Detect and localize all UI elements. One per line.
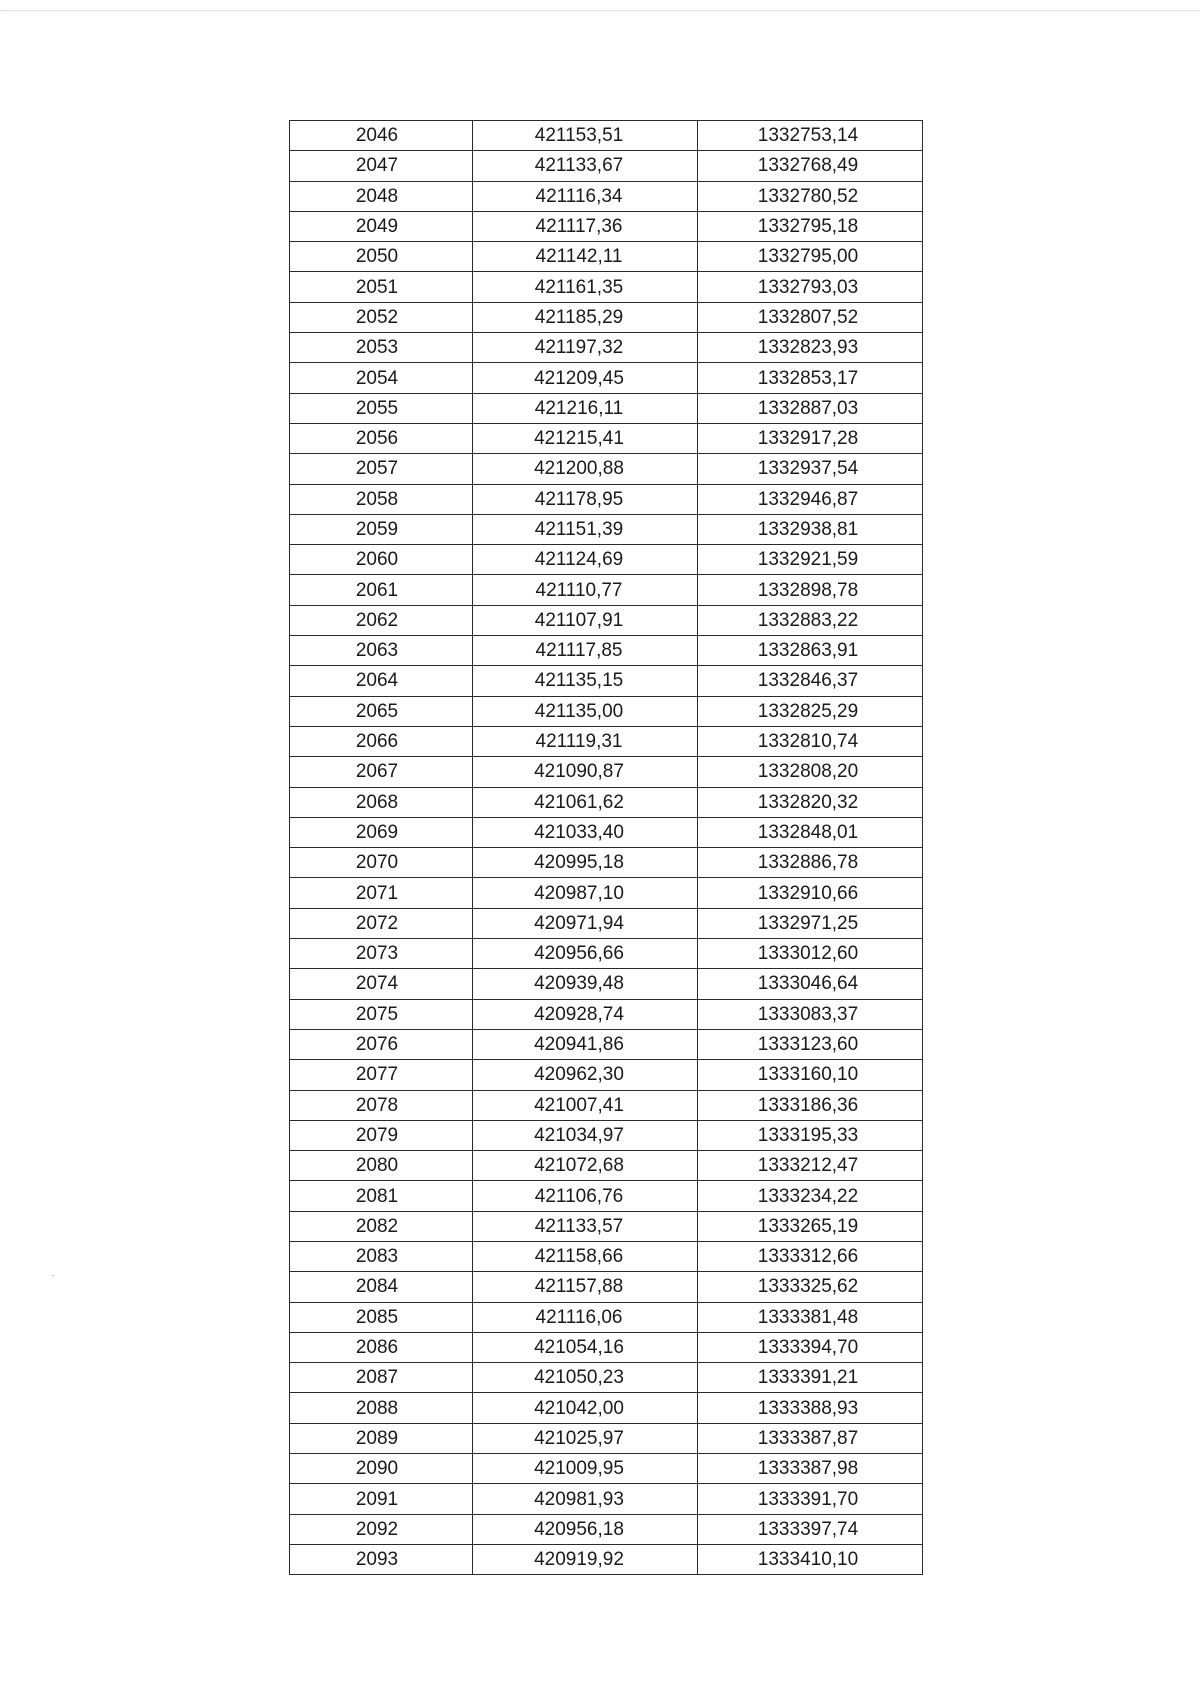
table-row [290,1090,923,1120]
table-row [290,1211,923,1241]
table-row [290,242,923,272]
table-row [290,817,923,847]
x-coordinate-cell: 421025,97 [473,1423,698,1453]
table-row [290,423,923,453]
x-coordinate-cell: 420939,48 [473,969,698,999]
y-coordinate-cell: 1333195,33 [698,1120,923,1150]
point-number-cell: 2056 [290,423,473,453]
x-coordinate-cell: 420971,94 [473,908,698,938]
table-row [290,575,923,605]
y-coordinate-cell: 1333410,10 [698,1544,923,1574]
point-number-cell: 2074 [290,969,473,999]
table-row [290,1241,923,1271]
table-row [290,1363,923,1393]
table-row [290,211,923,241]
y-coordinate-cell: 1332971,25 [698,908,923,938]
y-coordinate-cell: 1333234,22 [698,1181,923,1211]
table-row [290,393,923,423]
point-number-cell: 2073 [290,939,473,969]
x-coordinate-cell: 421161,35 [473,272,698,302]
x-coordinate-cell: 421116,34 [473,181,698,211]
point-number-cell: 2091 [290,1484,473,1514]
table-row [290,1302,923,1332]
y-coordinate-cell: 1333381,48 [698,1302,923,1332]
table-row [290,1484,923,1514]
scan-speck [52,1275,54,1276]
y-coordinate-cell: 1332795,18 [698,211,923,241]
table-row [290,484,923,514]
y-coordinate-cell: 1333012,60 [698,939,923,969]
x-coordinate-cell: 421209,45 [473,363,698,393]
x-coordinate-cell: 421178,95 [473,484,698,514]
x-coordinate-cell: 421124,69 [473,545,698,575]
point-number-cell: 2047 [290,151,473,181]
x-coordinate-cell: 421216,11 [473,393,698,423]
point-number-cell: 2089 [290,1423,473,1453]
y-coordinate-cell: 1333397,74 [698,1514,923,1544]
x-coordinate-cell: 420987,10 [473,878,698,908]
point-number-cell: 2071 [290,878,473,908]
x-coordinate-cell: 421042,00 [473,1393,698,1423]
point-number-cell: 2093 [290,1544,473,1574]
x-coordinate-cell: 421185,29 [473,302,698,332]
point-number-cell: 2063 [290,636,473,666]
x-coordinate-cell: 420928,74 [473,999,698,1029]
y-coordinate-cell: 1332938,81 [698,514,923,544]
table-row [290,878,923,908]
y-coordinate-cell: 1332853,17 [698,363,923,393]
point-number-cell: 2070 [290,848,473,878]
table-row [290,696,923,726]
y-coordinate-cell: 1333186,36 [698,1090,923,1120]
x-coordinate-cell: 421033,40 [473,817,698,847]
y-coordinate-cell: 1332846,37 [698,666,923,696]
x-coordinate-cell: 420956,18 [473,1514,698,1544]
table-row [290,636,923,666]
scan-edge-line [0,10,1200,11]
point-number-cell: 2050 [290,242,473,272]
y-coordinate-cell: 1333265,19 [698,1211,923,1241]
point-number-cell: 2083 [290,1241,473,1271]
table-row [290,514,923,544]
x-coordinate-cell: 421107,91 [473,605,698,635]
point-number-cell: 2080 [290,1151,473,1181]
y-coordinate-cell: 1332887,03 [698,393,923,423]
point-number-cell: 2092 [290,1514,473,1544]
point-number-cell: 2068 [290,787,473,817]
x-coordinate-cell: 421151,39 [473,514,698,544]
point-number-cell: 2052 [290,302,473,332]
table-row [290,848,923,878]
table-row [290,1151,923,1181]
x-coordinate-cell: 421061,62 [473,787,698,817]
table-row [290,1181,923,1211]
point-number-cell: 2078 [290,1090,473,1120]
y-coordinate-cell: 1333388,93 [698,1393,923,1423]
table-row [290,666,923,696]
y-coordinate-cell: 1333160,10 [698,1060,923,1090]
table-row [290,1544,923,1574]
point-number-cell: 2090 [290,1454,473,1484]
point-number-cell: 2060 [290,545,473,575]
table-row [290,908,923,938]
point-number-cell: 2053 [290,333,473,363]
table-row [290,999,923,1029]
table-row [290,787,923,817]
point-number-cell: 2085 [290,1302,473,1332]
y-coordinate-cell: 1332886,78 [698,848,923,878]
coordinates-table-body [290,121,923,1575]
y-coordinate-cell: 1333391,21 [698,1363,923,1393]
point-number-cell: 2065 [290,696,473,726]
table-row [290,757,923,787]
point-number-cell: 2059 [290,514,473,544]
y-coordinate-cell: 1332910,66 [698,878,923,908]
table-row [290,605,923,635]
x-coordinate-cell: 421153,51 [473,121,698,151]
point-number-cell: 2088 [290,1393,473,1423]
y-coordinate-cell: 1333391,70 [698,1484,923,1514]
point-number-cell: 2051 [290,272,473,302]
point-number-cell: 2086 [290,1332,473,1362]
y-coordinate-cell: 1332937,54 [698,454,923,484]
y-coordinate-cell: 1332795,00 [698,242,923,272]
table-row [290,969,923,999]
x-coordinate-cell: 421117,36 [473,211,698,241]
point-number-cell: 2064 [290,666,473,696]
x-coordinate-cell: 420941,86 [473,1029,698,1059]
x-coordinate-cell: 421009,95 [473,1454,698,1484]
x-coordinate-cell: 421197,32 [473,333,698,363]
y-coordinate-cell: 1333312,66 [698,1241,923,1271]
y-coordinate-cell: 1333387,87 [698,1423,923,1453]
y-coordinate-cell: 1332848,01 [698,817,923,847]
x-coordinate-cell: 421158,66 [473,1241,698,1271]
y-coordinate-cell: 1332823,93 [698,333,923,363]
table-row [290,121,923,151]
table-row [290,1332,923,1362]
y-coordinate-cell: 1332946,87 [698,484,923,514]
y-coordinate-cell: 1332768,49 [698,151,923,181]
x-coordinate-cell: 421072,68 [473,1151,698,1181]
y-coordinate-cell: 1332917,28 [698,423,923,453]
x-coordinate-cell: 421106,76 [473,1181,698,1211]
y-coordinate-cell: 1333394,70 [698,1332,923,1362]
point-number-cell: 2079 [290,1120,473,1150]
table-row [290,1423,923,1453]
x-coordinate-cell: 421200,88 [473,454,698,484]
point-number-cell: 2077 [290,1060,473,1090]
x-coordinate-cell: 420995,18 [473,848,698,878]
x-coordinate-cell: 421090,87 [473,757,698,787]
point-number-cell: 2066 [290,726,473,756]
table-row [290,333,923,363]
x-coordinate-cell: 421157,88 [473,1272,698,1302]
table-row [290,302,923,332]
x-coordinate-cell: 421135,00 [473,696,698,726]
table-row [290,939,923,969]
y-coordinate-cell: 1332810,74 [698,726,923,756]
point-number-cell: 2049 [290,211,473,241]
x-coordinate-cell: 421007,41 [473,1090,698,1120]
table-row [290,181,923,211]
table-row [290,1029,923,1059]
x-coordinate-cell: 420919,92 [473,1544,698,1574]
table-row [290,545,923,575]
y-coordinate-cell: 1332753,14 [698,121,923,151]
table-row [290,151,923,181]
coordinates-table [289,120,923,1575]
point-number-cell: 2082 [290,1211,473,1241]
table-row [290,363,923,393]
y-coordinate-cell: 1332807,52 [698,302,923,332]
table-row [290,1393,923,1423]
y-coordinate-cell: 1333046,64 [698,969,923,999]
point-number-cell: 2069 [290,817,473,847]
table-row [290,1514,923,1544]
y-coordinate-cell: 1332883,22 [698,605,923,635]
y-coordinate-cell: 1332898,78 [698,575,923,605]
point-number-cell: 2061 [290,575,473,605]
x-coordinate-cell: 421119,31 [473,726,698,756]
x-coordinate-cell: 420981,93 [473,1484,698,1514]
table-row [290,454,923,484]
x-coordinate-cell: 421142,11 [473,242,698,272]
x-coordinate-cell: 421054,16 [473,1332,698,1362]
point-number-cell: 2076 [290,1029,473,1059]
y-coordinate-cell: 1333212,47 [698,1151,923,1181]
x-coordinate-cell: 421110,77 [473,575,698,605]
table-row [290,1120,923,1150]
y-coordinate-cell: 1332863,91 [698,636,923,666]
point-number-cell: 2048 [290,181,473,211]
x-coordinate-cell: 421133,67 [473,151,698,181]
x-coordinate-cell: 421117,85 [473,636,698,666]
table-row [290,1272,923,1302]
table-row [290,1454,923,1484]
x-coordinate-cell: 421050,23 [473,1363,698,1393]
table-row [290,272,923,302]
point-number-cell: 2072 [290,908,473,938]
y-coordinate-cell: 1333083,37 [698,999,923,1029]
x-coordinate-cell: 421135,15 [473,666,698,696]
point-number-cell: 2057 [290,454,473,484]
y-coordinate-cell: 1332793,03 [698,272,923,302]
point-number-cell: 2067 [290,757,473,787]
point-number-cell: 2055 [290,393,473,423]
x-coordinate-cell: 420962,30 [473,1060,698,1090]
point-number-cell: 2087 [290,1363,473,1393]
point-number-cell: 2084 [290,1272,473,1302]
x-coordinate-cell: 420956,66 [473,939,698,969]
y-coordinate-cell: 1332820,32 [698,787,923,817]
x-coordinate-cell: 421034,97 [473,1120,698,1150]
point-number-cell: 2075 [290,999,473,1029]
y-coordinate-cell: 1332921,59 [698,545,923,575]
point-number-cell: 2081 [290,1181,473,1211]
y-coordinate-cell: 1332825,29 [698,696,923,726]
x-coordinate-cell: 421116,06 [473,1302,698,1332]
point-number-cell: 2062 [290,605,473,635]
x-coordinate-cell: 421215,41 [473,423,698,453]
y-coordinate-cell: 1333325,62 [698,1272,923,1302]
table-row [290,1060,923,1090]
y-coordinate-cell: 1333123,60 [698,1029,923,1059]
table-row [290,726,923,756]
y-coordinate-cell: 1332808,20 [698,757,923,787]
y-coordinate-cell: 1333387,98 [698,1454,923,1484]
point-number-cell: 2046 [290,121,473,151]
x-coordinate-cell: 421133,57 [473,1211,698,1241]
point-number-cell: 2054 [290,363,473,393]
y-coordinate-cell: 1332780,52 [698,181,923,211]
point-number-cell: 2058 [290,484,473,514]
